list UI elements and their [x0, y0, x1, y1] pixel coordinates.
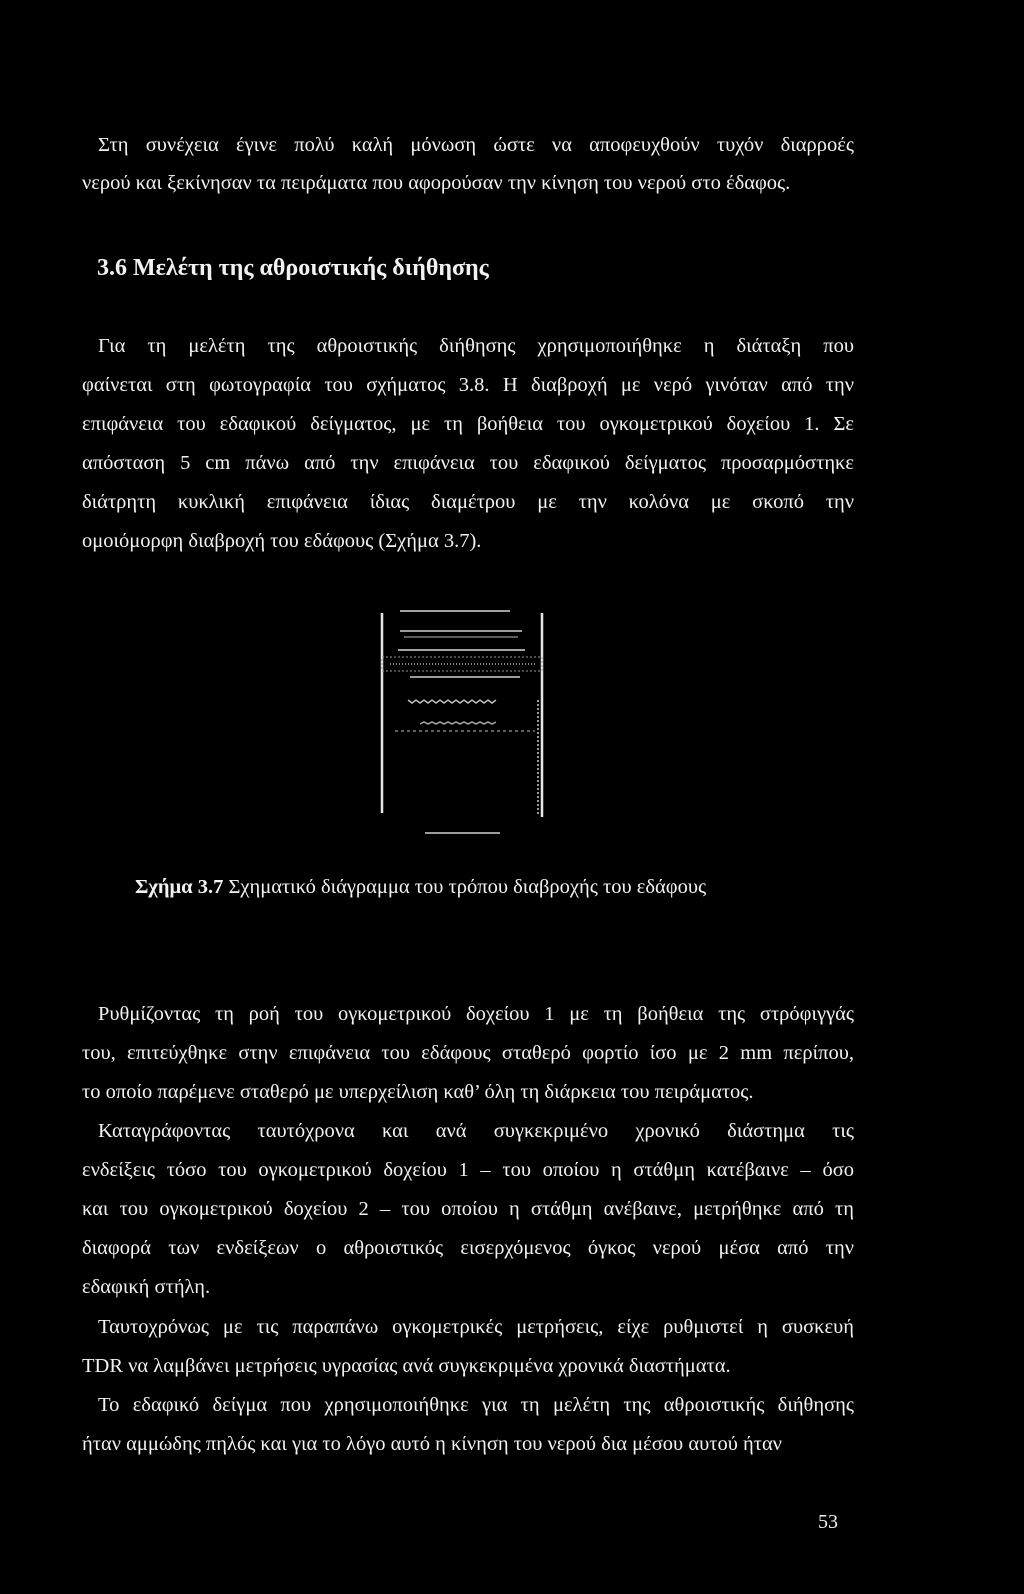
paragraph-2-line-4: απόσταση 5 cm πάνω από την επιφάνεια του εδαφικού δείγματος προσαρμόστηκε	[82, 452, 854, 474]
soil-surface	[420, 722, 496, 724]
section-heading: 3.6 Μελέτη της αθροιστικής διήθησης	[97, 255, 489, 281]
paragraph-3-line-1: Ρυθμίζοντας τη ροή του ογκομετρικού δοχείου 1 με τη βοήθεια της στρόφιγγάς	[98, 1003, 854, 1025]
figure-caption-label: Σχήμα 3.7	[135, 876, 224, 898]
paragraph-2-line-3: επιφάνεια του εδαφικού δείγματος, με τη βοήθεια του ογκομετρικού δοχείου 1. Σε	[82, 413, 854, 435]
figure-caption-text: Σχηματικό διάγραμμα του τρόπου διαβροχής του εδάφους	[223, 876, 707, 898]
paragraph-3-line-2: του, επιτεύχθηκε στην επιφάνεια του εδάφους σταθερό φορτίο ίσο με 2 mm περίπου,	[82, 1042, 854, 1064]
paragraph-4-line-2: ενδείξεις τόσο του ογκομετρικού δοχείου 1 – του οποίου η στάθμη κατέβαινε – όσο	[82, 1159, 854, 1181]
paragraph-1-line-2: νερού και ξεκίνησαν τα πειράματα που αφορούσαν την κίνηση του νερού στο έδαφος.	[82, 172, 791, 194]
figure-caption	[135, 876, 706, 899]
paragraph-1-line-1: Στη συνέχεια έγινε πολύ καλή μόνωση ώστε να αποφευχθούν τυχόν διαρροές	[98, 134, 854, 156]
paragraph-4-line-5: εδαφική στήλη.	[82, 1276, 211, 1298]
paragraph-4-line-4: διαφορά των ενδείξεων ο αθροιστικός εισερχόμενος όγκος νερού μέσα από την	[82, 1237, 854, 1259]
paragraph-5-line-2: TDR να λαμβάνει μετρήσεις υγρασίας ανά συγκεκριμένα χρονικά διαστήματα.	[82, 1355, 731, 1377]
paragraph-2-line-2: φαίνεται στη φωτογραφία του σχήματος 3.8. Η διαβροχή με νερό γινόταν από την	[82, 374, 854, 396]
paragraph-4-line-1: Καταγράφοντας ταυτόχρονα και ανά συγκεκριμένο χρονικό διάστημα τις	[98, 1120, 854, 1142]
ponded-water-surface	[408, 700, 496, 703]
page-number: 53	[818, 1511, 838, 1533]
paragraph-2-line-1: Για τη μελέτη της αθροιστικής διήθησης χρησιμοποιήθηκε η διάταξη που	[98, 335, 854, 357]
paragraph-6-line-1: Το εδαφικό δείγμα που χρησιμοποιήθηκε για τη μελέτη της αθροιστικής διήθησης	[98, 1394, 854, 1416]
soil-column-diagram	[370, 605, 550, 845]
paragraph-5-line-1: Ταυτοχρόνως με τις παραπάνω ογκομετρικές μετρήσεις, είχε ρυθμιστεί η συσκευή	[98, 1316, 854, 1338]
paragraph-4-line-3: και του ογκομετρικού δοχείου 2 – του οποίου η στάθμη ανέβαινε, μετρήθηκε από τη	[82, 1198, 854, 1220]
paragraph-6-line-2: ήταν αμμώδης πηλός και για το λόγο αυτό η κίνηση του νερού δια μέσου αυτού ήταν	[82, 1433, 782, 1455]
paragraph-2-line-6: ομοιόμορφη διαβροχή του εδάφους (Σχήμα 3.7).	[82, 530, 482, 552]
paragraph-2-line-5: διάτρητη κυκλική επιφάνεια ίδιας διαμέτρου με την κολόνα με σκοπό την	[82, 491, 854, 513]
paragraph-3-line-3: το οποίο παρέμενε σταθερό με υπερχείλιση καθ’ όλη τη διάρκεια του πειράματος.	[82, 1081, 754, 1103]
